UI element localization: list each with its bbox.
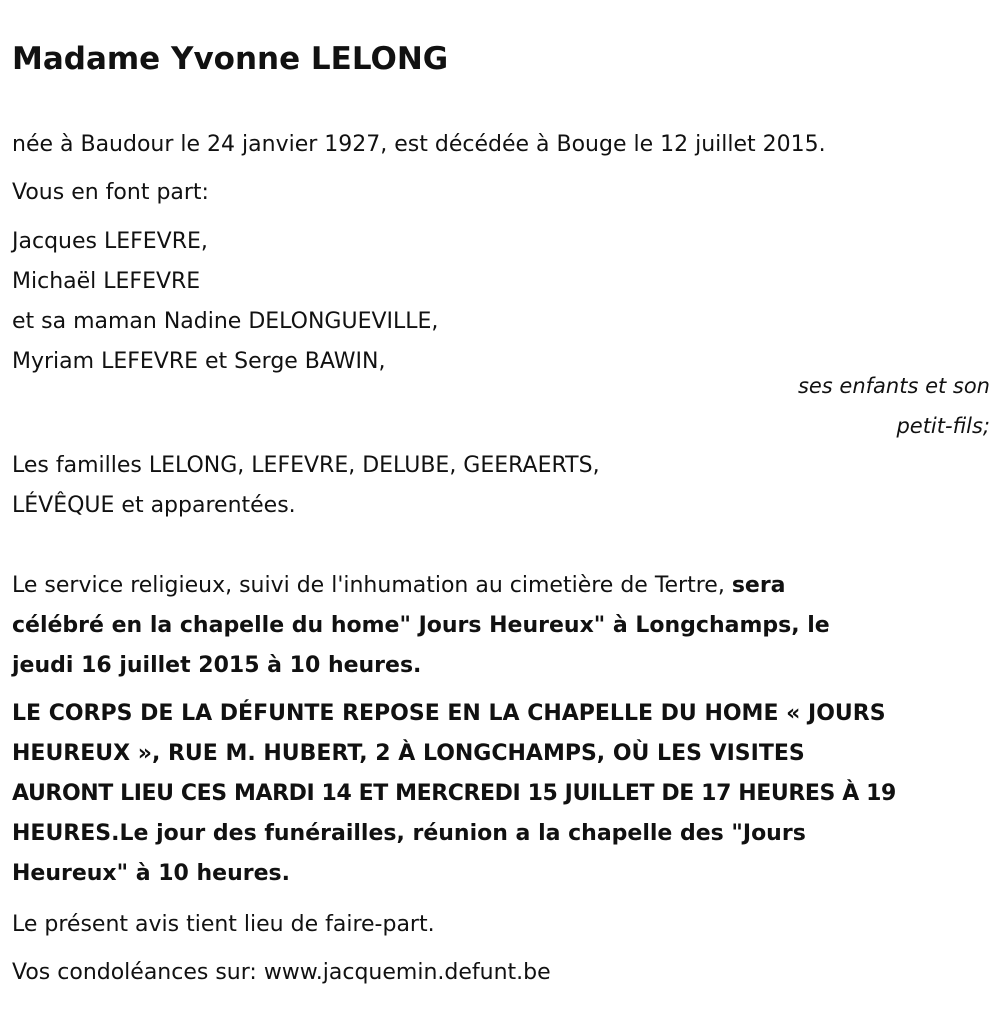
page-title: Madame Yvonne LELONG — [12, 41, 449, 77]
condolences-link[interactable]: www.jacquemin.defunt.be — [263, 960, 551, 985]
family-member: Michaël LEFEVRE — [12, 269, 201, 294]
service-text: jeudi 16 juillet 2015 à 10 heures. — [12, 653, 422, 678]
family-member: Jacques LEFEVRE, — [12, 229, 208, 254]
family-member: Myriam LEFEVRE et Serge BAWIN, — [12, 349, 386, 374]
families-text: LÉVÊQUE et apparentées. — [12, 493, 296, 518]
service-text-bold: sera — [731, 573, 786, 598]
family-member: et sa maman Nadine DELONGUEVILLE, — [12, 309, 439, 334]
notice-text: Le présent avis tient lieu de faire-part. — [12, 912, 435, 937]
birth-death-info: née à Baudour le 24 janvier 1927, est décédée à Bouge le 12 juillet 2015. — [12, 132, 826, 157]
service-text-normal: Le service religieux, suivi de l'inhumation au cimetière de Tertre, — [12, 573, 732, 598]
service-text: célébré en la chapelle du home" Jours Heureux" à Longchamps, le — [12, 613, 830, 638]
announce-text: Vous en font part: — [12, 180, 209, 205]
visit-text: AURONT LIEU CES MARDI 14 ET MERCREDI 15 JUILLET DE 17 HEURES À 19 — [12, 781, 896, 806]
visit-text: HEURES.Le jour des funérailles, réunion a la chapelle des "Jours — [12, 821, 806, 846]
relation-text: petit-fils; — [896, 414, 990, 438]
service-text — [12, 572, 786, 600]
visit-text: Heureux" à 10 heures. — [12, 861, 290, 886]
families-text: Les familles LELONG, LEFEVRE, DELUBE, GEERAERTS, — [12, 453, 600, 478]
visit-text: LE CORPS DE LA DÉFUNTE REPOSE EN LA CHAPELLE DU HOME « JOURS — [12, 701, 886, 726]
visit-text: HEUREUX », RUE M. HUBERT, 2 À LONGCHAMPS, OÙ LES VISITES — [12, 741, 805, 766]
relation-text: ses enfants et son — [797, 374, 990, 398]
condolences-text — [12, 959, 551, 987]
condolences-label: Vos condoléances sur: — [12, 960, 264, 985]
